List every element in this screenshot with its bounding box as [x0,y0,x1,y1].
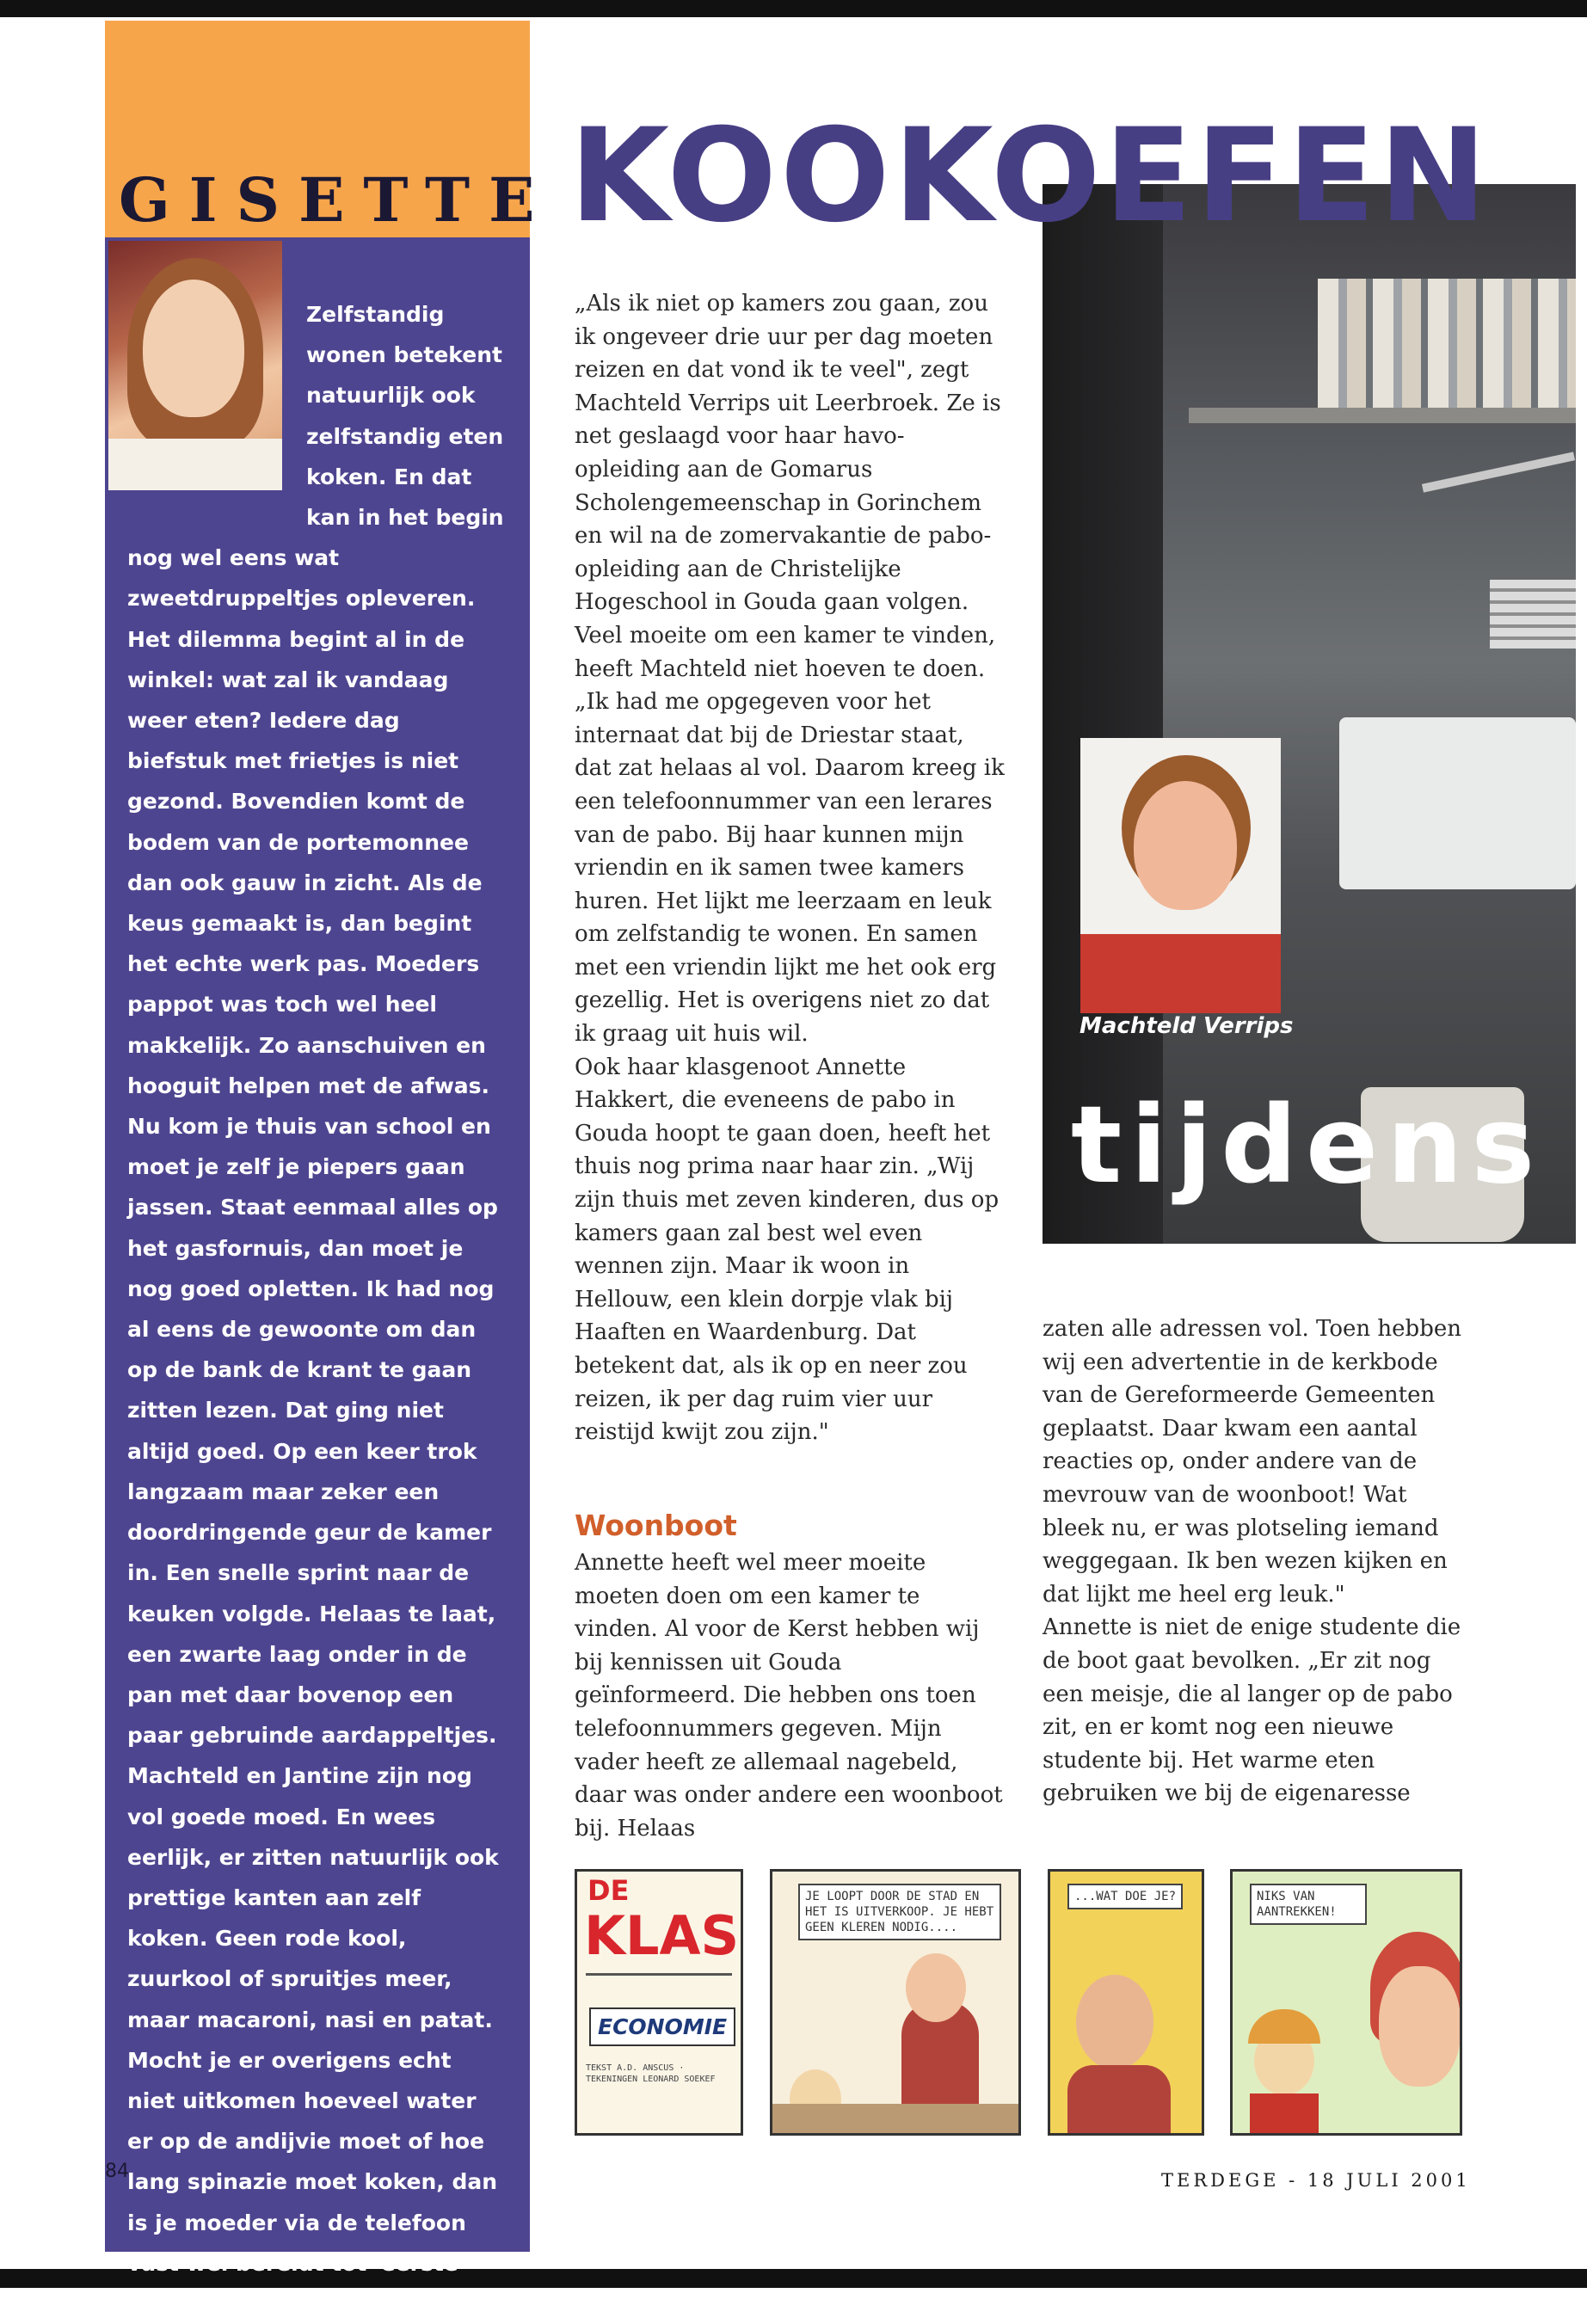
comic-panel-3-bubble: ...WAT DOE JE? [1067,1884,1183,1909]
comic-panel-4-bubble: NIKS VAN AANTREKKEN! [1250,1884,1367,1925]
portrait-face [1134,781,1237,910]
portrait-shirt [1080,934,1281,1013]
page-number: 84 [105,2161,129,2182]
photo-bottles [1318,279,1576,408]
photo-sink [1339,717,1576,889]
photo-shelf [1189,408,1576,423]
sidebar-text [127,294,506,2324]
article-column-2 [1043,1313,1473,1811]
machteld-portrait [1080,738,1281,1013]
comic-cover-title: KLAS [584,1904,740,1967]
comic-panel-4 [1230,1869,1462,2136]
photo-dishes [1490,580,1576,649]
photo-caption: Machteld Verrips [1080,1013,1294,1039]
comic-cover [575,1869,743,2136]
comic-cover-credits: TEKST A.D. ANSCUS · TEKENINGEN LEONARD SOEKEF [586,2063,716,2084]
comic-teacher-body [1067,2065,1171,2136]
article-paragraph-1: „Als ik niet op kamers zou gaan, zou ik ongeveer drie uur per dag moeten reizen en dat vond ik te veel", zegt Machteld Verrips uit Leerbroek. Ze is net geslaagd voor haar havo-opleiding aan de Gomarus Scholengemeenschap in Gorinchem en wil na de zomervakantie de pabo-opleiding aan de Christelijke Hogeschool in Gouda gaan volgen. Veel moeite om een kamer te vinden, heeft Machteld niet hoeven te doen. „Ik had me opgegeven voor het internaat dat bij de Driestar staat, dat zat helaas al vol. Daarom kreeg ik een telefoonnummer van een lerares van de pabo. Bij haar kunnen mijn vriendin en ik samen twee kamers huren. Het lijkt me leerzaam en leuk om zelfstandig te wonen. En samen met een vriendin lijkt me het ook erg gezellig. Het is overigens niet zo dat ik graag uit huis wil. [575,291,1005,1048]
comic-teacher-face-2 [1379,1966,1461,2087]
comic-desk [772,2104,1021,2136]
article-paragraph-5: Annette is niet de enige studente die de boot gaat bevolken. „Er zit nog een meisje, die al langer op de pabo zit, en er komt nog een nieuwe studente bij. Het warme eten gebruiken we bij de eigenaresse [1043,1614,1461,1807]
sidebar-outro: Machteld en Jantine zijn nog vol goede moed. En wees eerlijk, er zitten natuurlijk ook prettige kanten aan zelf koken. Geen rode kool, zuurkool of spruitjes meer, maar macaroni, nasi en patat. Mocht je er overigens echt niet uitkomen hoeveel water er op de andijvie moet of hoe lang spinazie moet koken, dan is je moeder via de telefoon vast wel bereidt tot 'eerste hulp'. [127,1763,499,2316]
subheading-woonboot: Woonboot [575,1509,737,1542]
sidebar-title: GISETTE [119,164,554,236]
article-column-1-lower [575,1546,1009,1845]
comic-panel-2 [770,1869,1021,2136]
photo-float-space [127,294,306,528]
comic-cover-de: DE [587,1874,630,1907]
comic-cover-lesson: ECONOMIE [589,2007,735,2046]
sidebar-intro: Zelfstandig wonen betekent natuurlijk ook zelfstandig eten koken. En dat kan in het begin nog wel eens wat zweetdruppeltjes opleveren. Het dilemma begint al in de winkel: wat zal ik vandaag weer eten? Iedere dag biefstuk met frietjes is niet gezond. Bovendien komt de bodem van de portemonnee dan ook gauw in zicht. Als de keus gemaakt is, dan begint het echte werk pas. Moeders pappot was toch wel heel makkelijk. Zo aanschuiven en hooguit helpen met de afwas. Nu kom je thuis van school en moet je zelf je piepers gaan jassen. Staat eenmaal alles op het gasfornuis, dan moet je nog goed opletten. Ik had nog al eens de gewoonte om dan op de bank de krant te gaan zitten lezen. Dat ging niet altijd goed. Op een keer trok langzaam maar zeker een doordringende geur de kamer in. Een snelle sprint naar de keuken volgde. Helaas te laat, een zwarte laag onder in de pan met daar bovenop een paar gebruinde aardappeltjes. [127,302,504,1749]
page-footer: TERDEGE - 18 JULI 2001 [1161,2170,1471,2191]
comic-teacher-head [906,1953,966,2022]
comic-panel-2-bubble: JE LOOPT DOOR DE STAD EN HET IS UITVERKOOP. JE HEBT GEEN KLEREN NODIG.... [798,1884,1001,1940]
article-paragraph-2: Ook haar klasgenoot Annette Hakkert, die eveneens de pabo in Gouda hoopt te gaan doen, heeft het thuis nog prima naar haar zin. „Wij zijn thuis met zeven kinderen, dus op kamers gaan zal best wel even wennen zijn. Maar ik woon in Hellouw, een klein dorpje vlak bij Haaften en Waardenburg. Dat betekent dat, als ik op en neer zou reizen, ik per dag ruim vier uur reistijd kwijt zou zijn." [575,1054,1000,1446]
article-column-1 [575,287,1005,1449]
photo-pipe [1422,452,1575,492]
article-paragraph-4: zaten alle adressen vol. Toen hebben wij een advertentie in de kerkbode van de Gereformeerde Gemeenten geplaatst. Daar kwam een aantal reacties op, onder andere van de mevrouw van de woonboot! Wat bleek nu, er was plotseling iemand weggegaan. Ik ben wezen kijken en dat lijkt me heel erg leuk." [1043,1316,1461,1608]
comic-cover-rule [586,1973,732,1976]
comic-girl-body [1250,2093,1319,2136]
comic-panel-3 [1048,1869,1204,2136]
comic-girl-hair [1248,2009,1320,2044]
headline-tijdens: tijdens [1071,1084,1544,1208]
headline: KOOKOEFEN [569,101,1491,251]
comic-teacher-face [1076,1975,1153,2069]
article-paragraph-3: Annette heeft wel meer moeite moeten doen om een kamer te vinden. Al voor de Kerst hebben wij bij kennissen uit Gouda geïnformeerd. Die hebben ons toen telefoonnummers gegeven. Mijn vader heeft ze allemaal nagebeld, daar was onder andere een woonboot bij. Helaas [575,1550,1003,1841]
